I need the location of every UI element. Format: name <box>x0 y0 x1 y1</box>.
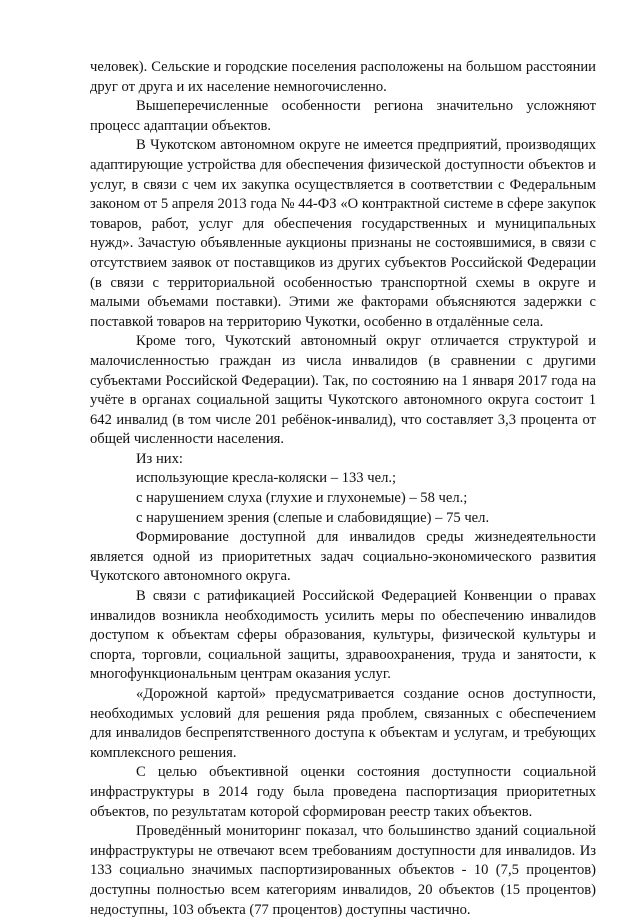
paragraph-continuation: человек). Сельские и городские поселения расположены на большом расстоянии друг от друга и их население немногочисленно. <box>90 59 596 95</box>
paragraph-certification: С целью объективной оценки состояния доступности социальной инфраструктуры в 2014 году была проведена паспортизация приоритетных объектов, по результатам которой сформирован реестр таких объектов. <box>90 764 596 820</box>
paragraph-procurement: В Чукотском автономном округе не имеется предприятий, производящих адаптирующие устройства для обеспечения физической доступности объектов и услуг, в связи с чем их закупка осуществляется в соответствии с Федеральным законом от 5 апреля 2013 года № 44-ФЗ «О контрактной системе в сфере закупок товаров, работ, услуг для обеспечения государственных и муниципальных нужд». Зачастую объявленные аукционы признаны не состоявшимися, в связи с отсутствием заявок от поставщиков из других субъектов Российской Федерации (в связи с территориальной особенностью транспортной схемы в округе и малыми объемами поставки). Этими же факторами объясняются задержки с поставкой товаров на территорию Чукотки, особенно в отдалённые села. <box>90 137 596 330</box>
list-item-hearing: с нарушением слуха (глухие и глухонемые) – 58 чел.; <box>136 490 468 507</box>
paragraph-adaptation: Вышеперечисленные особенности региона значительно усложняют процесс адаптации объектов. <box>90 98 596 134</box>
document-page <box>90 58 596 920</box>
list-item-vision: с нарушением зрения (слепые и слабовидящие) – 75 чел. <box>136 509 490 526</box>
paragraph-convention: В связи с ратификацией Российской Федерацией Конвенции о правах инвалидов возникла необходимость усилить меры по обеспечению инвалидов доступом к объектам сферы образования, культуры, физической культуры и спорта, торговли, социальной защиты, здравоохранения, труда и занятости, к многофункциональным центрам оказания услуг. <box>90 588 596 683</box>
paragraph-roadmap: «Дорожной картой» предусматривается создание основ доступности, необходимых условий для решения ряда проблем, связанных с обеспечением для инвалидов беспрепятственного доступа к объектам и услугам, и требующих комплексного решения. <box>90 686 596 761</box>
paragraph-statistics: Кроме того, Чукотский автономный округ отличается структурой и малочисленностью граждан из числа инвалидов (в сравнении с другими субъектами Российской Федерации). Так, по состоянию на 1 января 2017 года на учёте в органах социальной защиты Чукотского автономного округа состоит 1 642 инвалид (в том числе 201 ребёнок-инвалид), что составляет 3,3 процента от общей численности населения. <box>90 333 596 448</box>
list-item-wheelchair: использующие кресла-коляски – 133 чел.; <box>136 470 397 487</box>
list-intro: Из них: <box>136 450 183 467</box>
paragraph-environment: Формирование доступной для инвалидов среды жизнедеятельности является одной из приоритетных задач социально-экономического развития Чукотского автономного округа. <box>90 529 596 585</box>
paragraph-monitoring: Проведённый мониторинг показал, что большинство зданий социальной инфраструктуры не отвечают всем требованиям доступности для инвалидов. Из 133 социально значимых паспортизированных объектов - 10 (7,5 процентов) доступны полностью всем категориям инвалидов, 20 объектов (15 процентов) недоступны, 103 объекта (77 процентов) доступны частично. <box>90 823 596 918</box>
